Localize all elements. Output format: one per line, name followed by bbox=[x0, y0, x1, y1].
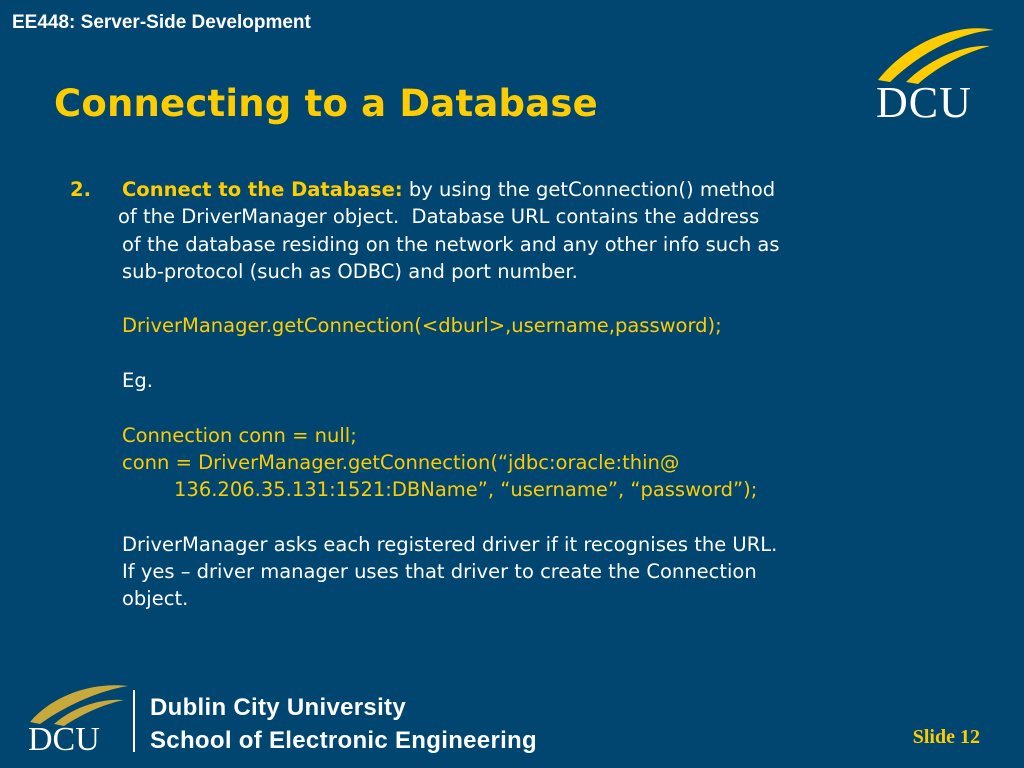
code-line-1: Connection conn = null; bbox=[122, 423, 357, 447]
para2-line-1: DriverManager asks each registered driver if it recognises the URL. bbox=[122, 532, 778, 556]
body-line-4: sub-protocol (such as ODBC) and port number. bbox=[122, 259, 578, 283]
footer-dcu-logo bbox=[24, 680, 134, 755]
eg-label: Eg. bbox=[122, 369, 153, 393]
item-heading: Connect to the Database: bbox=[122, 178, 403, 201]
code-signature: DriverManager.getConnection(<dburl>,username,password); bbox=[122, 314, 722, 338]
blank-line bbox=[70, 285, 930, 312]
slide-number: Slide 12 bbox=[912, 726, 980, 748]
blank-line bbox=[70, 340, 930, 367]
code-line-3: 136.206.35.131:1521:DBName”, “username”, “password”); bbox=[174, 478, 758, 502]
dcu-logo bbox=[868, 22, 998, 122]
para2-line-2: If yes – driver manager uses that driver to create the Connection bbox=[122, 560, 757, 584]
footer-divider bbox=[133, 690, 135, 752]
item-number: 2. bbox=[70, 178, 91, 201]
slide-title: Connecting to a Database bbox=[54, 82, 598, 125]
footer-logo-text: DCU bbox=[28, 721, 100, 755]
footer-logo-swoosh-outer bbox=[30, 685, 128, 724]
body-line-3: of the database residing on the network and any other info such as bbox=[122, 232, 780, 256]
body-line-2: of the DriverManager object. Database URL contains the address bbox=[118, 205, 760, 229]
code-line-2: conn = DriverManager.getConnection(“jdbc:oracle:thin@ bbox=[122, 450, 680, 474]
para2-line-3: object. bbox=[122, 587, 189, 611]
footer-university: Dublin City University bbox=[150, 694, 406, 721]
footer-school: School of Electronic Engineering bbox=[150, 727, 537, 754]
course-title: EE448: Server-Side Development bbox=[12, 12, 311, 33]
logo-swoosh-outer bbox=[878, 28, 994, 82]
line1-rest: by using the getConnection() method bbox=[402, 178, 776, 201]
slide-body bbox=[70, 176, 930, 613]
logo-text: DCU bbox=[876, 78, 972, 122]
blank-line bbox=[70, 394, 930, 421]
blank-line bbox=[70, 504, 930, 531]
body-line-1 bbox=[70, 176, 930, 203]
